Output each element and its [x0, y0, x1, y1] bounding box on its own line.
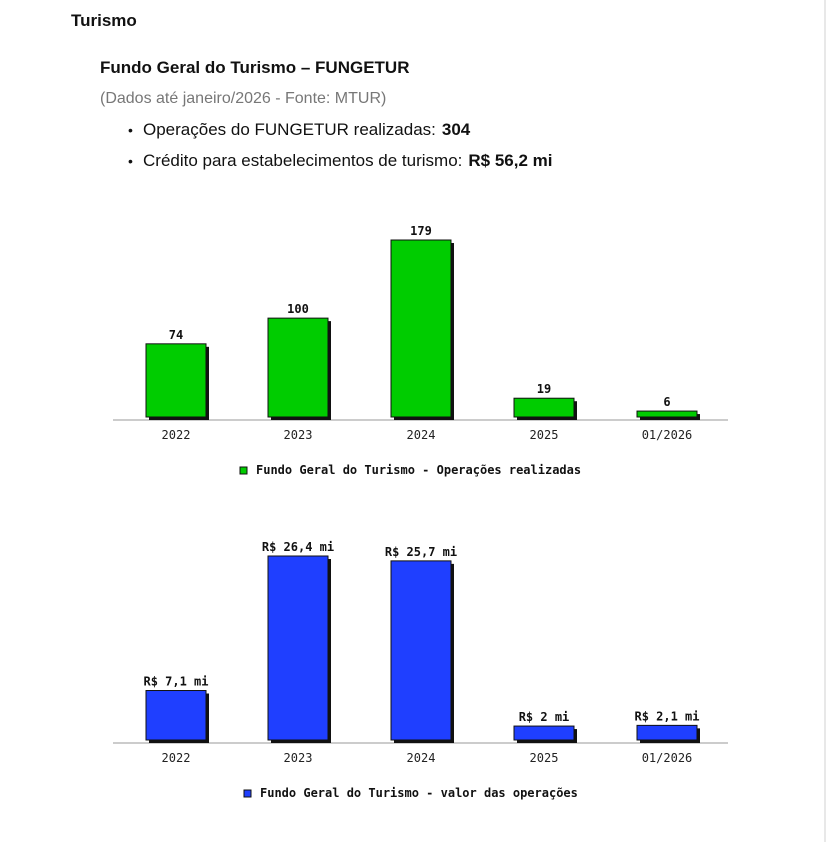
- value-bar-chart: [0, 530, 826, 830]
- fund-title: Fundo Geral do Turismo – FUNGETUR: [100, 58, 410, 77]
- summary-item-operations: [128, 119, 553, 150]
- operations-bar-chart: [0, 200, 826, 500]
- bar: [146, 344, 206, 417]
- data-label: 74: [168, 327, 184, 342]
- bar: [514, 398, 574, 417]
- legend-swatch: [244, 790, 251, 797]
- section-title: Turismo: [71, 11, 137, 30]
- legend-label: Fundo Geral do Turismo - Operações realizadas: [256, 463, 582, 477]
- data-label: R$ 7,1 mi: [143, 674, 209, 689]
- x-tick-label: 01/2026: [641, 428, 693, 442]
- summary-value: R$ 56,2 mi: [468, 151, 553, 170]
- x-tick-label: 2025: [529, 751, 559, 765]
- data-label: R$ 25,7 mi: [384, 544, 458, 559]
- x-tick-label: 2022: [161, 751, 191, 765]
- summary-item-credit: [128, 150, 553, 181]
- summary-list: [128, 119, 553, 181]
- bar: [391, 561, 451, 740]
- bar: [514, 726, 574, 740]
- legend-swatch: [240, 467, 247, 474]
- bar: [391, 240, 451, 417]
- data-label: 6: [663, 395, 671, 410]
- x-tick-label: 2023: [283, 428, 313, 442]
- x-tick-label: 2025: [529, 428, 559, 442]
- source-note: (Dados até janeiro/2026 - Fonte: MTUR): [100, 90, 387, 107]
- x-tick-label: 01/2026: [641, 751, 693, 765]
- data-label: 19: [536, 382, 552, 397]
- data-label: R$ 2 mi: [518, 710, 570, 725]
- bar: [637, 725, 697, 740]
- bar: [637, 411, 697, 417]
- x-tick-label: 2022: [161, 428, 191, 442]
- summary-value: 304: [441, 120, 471, 139]
- data-label: R$ 2,1 mi: [634, 709, 700, 724]
- x-tick-label: 2023: [283, 751, 313, 765]
- bar: [146, 691, 206, 740]
- data-label: 179: [410, 224, 432, 238]
- data-label: 100: [287, 302, 309, 317]
- summary-label: Operações do FUNGETUR realizadas:: [143, 120, 436, 139]
- legend-label: Fundo Geral do Turismo - valor das operações: [260, 786, 578, 800]
- summary-label: Crédito para estabelecimentos de turismo:: [143, 151, 463, 170]
- bar: [268, 318, 328, 417]
- data-label: R$ 26,4 mi: [261, 540, 335, 554]
- x-tick-label: 2024: [406, 428, 436, 442]
- bar: [268, 556, 328, 740]
- x-tick-label: 2024: [406, 751, 436, 765]
